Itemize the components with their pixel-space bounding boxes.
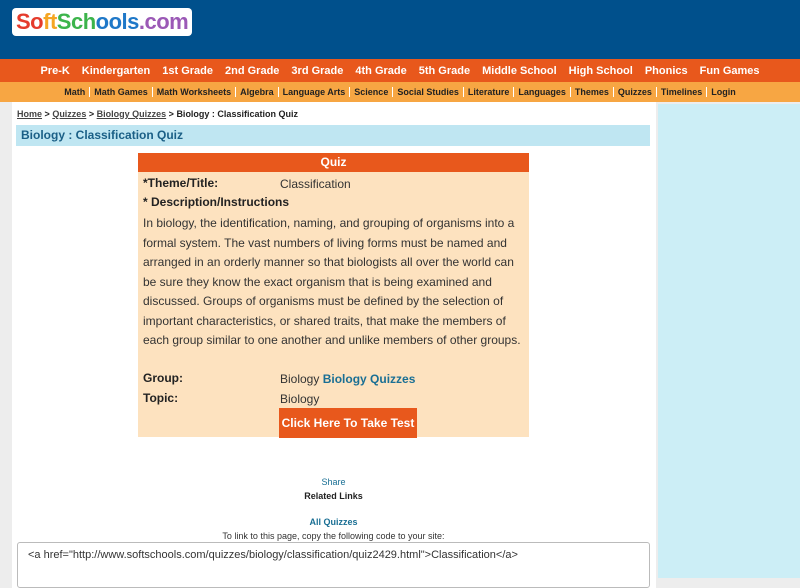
nav-themes[interactable]: Themes — [571, 87, 614, 97]
logo-part: Sch — [56, 9, 96, 34]
nav-5th-grade[interactable]: 5th Grade — [418, 64, 471, 77]
topic-value: Biology — [280, 392, 320, 406]
topic-label: Topic: — [143, 391, 179, 405]
logo-part: ft — [43, 9, 57, 34]
link-code-textarea[interactable] — [17, 542, 650, 588]
breadcrumb-biology-quizzes[interactable]: Biology Quizzes — [96, 109, 167, 119]
nav-math-worksheets[interactable]: Math Worksheets — [153, 87, 236, 97]
biology-quizzes-link[interactable]: Biology Quizzes — [322, 372, 416, 386]
nav-pre-k[interactable]: Pre-K — [40, 64, 70, 77]
page-title-bar — [16, 125, 650, 146]
nav-phonics[interactable]: Phonics — [644, 64, 688, 77]
link-instructions: To link to this page, copy the following code to your site: — [222, 531, 445, 541]
nav-literature[interactable]: Literature — [464, 87, 515, 97]
page-title: Biology : Classification Quiz — [21, 128, 184, 142]
site-header — [0, 0, 800, 59]
description-label: * Description/Instructions — [143, 195, 290, 209]
primary-nav — [0, 59, 800, 82]
breadcrumb-home[interactable]: Home — [17, 109, 43, 119]
nav-social-studies[interactable]: Social Studies — [393, 87, 464, 97]
description-text: In biology, the identification, naming, and grouping of organisms into a formal system. The vast numbers of living forms must be named and arranged in an orderly manner so that biologists all over the world can be sure they know the exact organism that is being examined and discussed. Groups of organisms must be defined by the selection of important characteristics, or shared traits, that make the members of each group similar to one another and unlike members of other groups. — [143, 216, 521, 347]
share-link[interactable]: Share — [321, 477, 346, 487]
nav-timelines[interactable]: Timelines — [657, 87, 707, 97]
nav-quizzes[interactable]: Quizzes — [614, 87, 657, 97]
nav-science[interactable]: Science — [350, 87, 393, 97]
group-value-row — [280, 372, 415, 386]
link-code-text: <a href="http://www.softschools.com/quizzes/biology/classification/quiz2429.html">Classification</a> — [28, 549, 518, 561]
nav-login[interactable]: Login — [711, 87, 736, 97]
nav-middle-school[interactable]: Middle School — [482, 64, 557, 77]
breadcrumb-separator: > — [44, 109, 50, 119]
breadcrumb — [17, 109, 298, 119]
nav-algebra[interactable]: Algebra — [236, 87, 279, 97]
nav-high-school[interactable]: High School — [568, 64, 633, 77]
nav-language-arts[interactable]: Language Arts — [279, 87, 351, 97]
group-value: Biology — [280, 372, 320, 386]
nav-2nd-grade[interactable]: 2nd Grade — [225, 64, 280, 77]
group-label: Group: — [143, 371, 183, 385]
nav-math-games[interactable]: Math Games — [90, 87, 153, 97]
nav-3rd-grade[interactable]: 3rd Grade — [291, 64, 344, 77]
softschools-logo[interactable] — [12, 8, 192, 36]
theme-value: Classification — [280, 177, 351, 191]
logo-part: So — [16, 9, 44, 34]
nav-1st-grade[interactable]: 1st Grade — [162, 64, 214, 77]
logo-part: .com — [138, 9, 189, 34]
breadcrumb-current: Biology : Classification Quiz — [176, 109, 298, 119]
nav-math[interactable]: Math — [60, 87, 90, 97]
nav-fun-games[interactable]: Fun Games — [699, 64, 760, 77]
nav-languages[interactable]: Languages — [514, 87, 571, 97]
related-links-heading: Related Links — [304, 491, 363, 501]
theme-label: *Theme/Title: — [143, 176, 219, 190]
breadcrumb-separator: > — [168, 109, 174, 119]
nav-4th-grade[interactable]: 4th Grade — [355, 64, 407, 77]
logo-part: ools — [95, 9, 139, 34]
quiz-header: Quiz — [138, 153, 529, 172]
breadcrumb-quizzes[interactable]: Quizzes — [52, 109, 87, 119]
secondary-nav — [0, 82, 800, 102]
nav-kindergarten[interactable]: Kindergarten — [81, 64, 151, 77]
sidebar-ad-area — [658, 104, 800, 578]
take-test-button[interactable]: Click Here To Take Test — [279, 408, 417, 438]
breadcrumb-separator: > — [88, 109, 95, 119]
quiz-info-panel — [138, 153, 529, 437]
all-quizzes-link[interactable]: All Quizzes — [309, 517, 358, 527]
left-gutter — [0, 102, 12, 588]
